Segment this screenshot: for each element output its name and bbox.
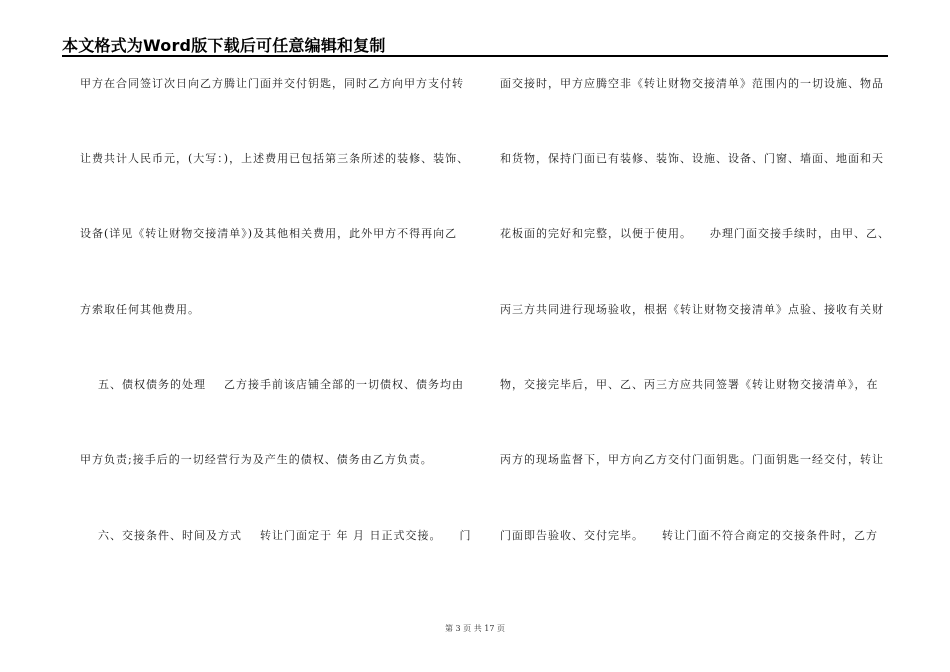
right-line-2: 和货物，保持门面已有装修、装饰、设施、设备、门窗、墙面、地面和天	[500, 152, 884, 165]
left-line-4: 方索取任何其他费用。	[80, 303, 200, 316]
left-line-6: 甲方负责;接手后的一切经营行为及产生的债权、债务由乙方负责。	[80, 453, 433, 466]
left-line-2: 让费共计人民币元，(大写：)，上述费用已包括第三条所述的装修、装饰、	[80, 152, 470, 165]
right-line-7: 门面即告验收、交付完毕。 转让门面不符合商定的交接条件时，乙方	[500, 529, 878, 542]
right-line-5: 物，交接完毕后，甲、乙、丙三方应共同签署《转让财物交接清单》，在	[500, 378, 879, 391]
right-line-4: 丙三方共同进行现场验收，根据《转让财物交接清单》点验、接收有关财	[500, 303, 884, 316]
right-line-1: 面交接时，甲方应腾空非《转让财物交接清单》范围内的一切设施、物品	[500, 77, 884, 90]
right-line-6: 丙方的现场监督下，甲方向乙方交付门面钥匙。门面钥匙一经交付，转让	[500, 453, 884, 466]
left-line-7: 六、交接条件、时间及方式 转让门面定于 年 月 日正式交接。 门	[80, 529, 472, 542]
right-line-3: 花板面的完好和完整，以便于使用。 办理门面交接手续时，由甲、乙、	[500, 227, 890, 240]
left-line-1: 甲方在合同签订次日向乙方腾让门面并交付钥匙，同时乙方向甲方支付转	[80, 77, 464, 90]
page-number-footer: 第 3 页 共 17 页	[445, 624, 505, 633]
left-line-3: 设备(详见《转让财物交接清单》)及其他相关费用，此外甲方不得再向乙	[80, 227, 458, 240]
header-divider	[62, 55, 888, 57]
left-line-5: 五、债权债务的处理 乙方接手前该店铺全部的一切债权、债务均由	[80, 378, 464, 391]
page-header-title: 本文格式为Word版下载后可任意编辑和复制	[62, 36, 386, 55]
